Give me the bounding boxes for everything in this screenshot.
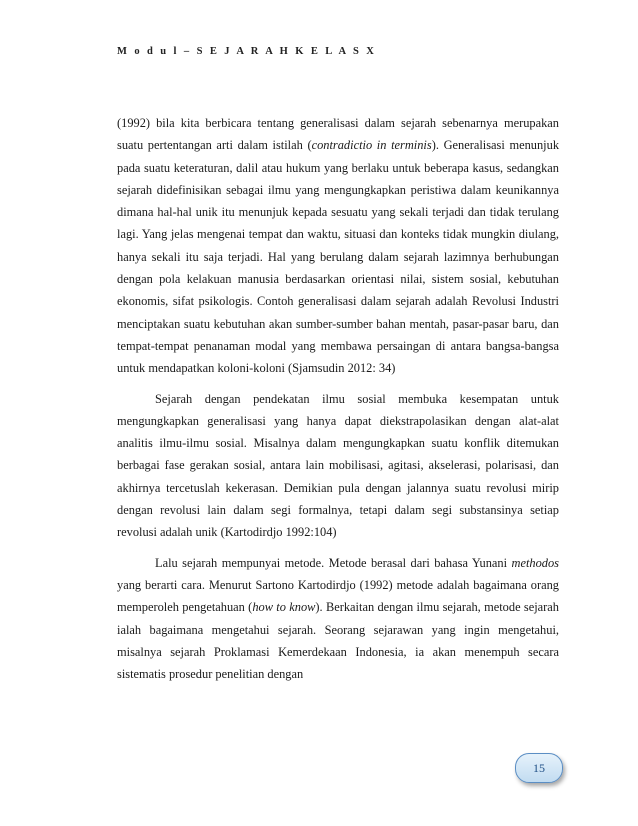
paragraph-3-text-1: Lalu sejarah mempunyai metode. Metode berasal dari bahasa Yunani — [155, 555, 512, 570]
paragraph-2 — [117, 388, 559, 544]
paragraph-3 — [117, 552, 559, 686]
paragraph-3-italic-term-2: how to know — [252, 600, 316, 615]
paragraph-1-text-2: ). Generalisasi menunjuk pada suatu keteraturan, dalil atau hukum yang berlaku untuk beberapa kasus, sedangkan sejarah didefinisikan sebagai ilmu yang mengungkapkan peristiwa dalam keunikannya dimana hal-hal unik itu menunjuk kepada sesuatu yang sekali terjadi dan tidak terulang lagi. Yang jelas mengenai tempat dan waktu, situasi dan konteks tidak mungkin diulang, hanya sekali itu saja terjadi. Hal yang berulang dalam sejarah lazimnya berhubungan dengan pola kelakuan manusia berdasarkan orientasi nilai, sistem sosial, kebutuhan ekonomis, sifat psikologis. Contoh generalisasi dalam sejarah adalah Revolusi Industri menciptakan suatu kebutuhan akan sumber-sumber bahan mentah, pasar-pasar baru, dan tempat-tempat penanaman modal yang membawa persaingan di antara bangsa-bangsa untuk mendapatkan koloni-koloni (Sjamsudin 2012: 34) — [117, 138, 560, 376]
paragraph-1-text-1: (1992) bila kita berbicara tentang generalisasi dalam sejarah sebenarnya merupakan suatu pertentangan arti dalam istilah ( — [117, 116, 559, 153]
paragraph-2-text: Sejarah dengan pendekatan ilmu sosial membuka kesempatan untuk mengungkapkan generalisasi yang hanya dapat diekstrapolasikan dengan alat-alat analitis ilmu-ilmu sosial. Misalnya dalam mengungkapkan suatu konflik ditemukan berbagai fase gerakan sosial, antara lain mobilisasi, agitasi, akselerasi, polarisasi, dan akhirnya tercetuslah kekerasan. Demikian pula dengan jalannya suatu revolusi mirip dengan revolusi lain dalam segi formalnya, tetapi dalam segi substansinya setiap revolusi adalah unik (Kartodirdjo 1992:104) — [117, 391, 559, 540]
paragraph-3-italic-term-1: methodos — [511, 555, 559, 570]
header-module-title: S E J A R A H K E L A S X — [196, 46, 377, 57]
page-number-badge — [515, 753, 563, 783]
paragraph-3-text-2: yang berarti cara. Menurut Sartono Kartodirdjo (1992) metode adalah bagaimana orang memperoleh pengetahuan ( — [117, 577, 559, 615]
header-module-prefix: M o d u l – — [117, 46, 192, 57]
paragraph-1 — [117, 112, 559, 380]
body-text — [117, 112, 559, 685]
page-number: 15 — [533, 760, 545, 775]
running-header — [117, 46, 376, 57]
paragraph-1-italic-term: contradictio in terminis — [311, 138, 432, 153]
paragraph-3-text-3: ). Berkaitan dengan ilmu sejarah, metode sejarah ialah bagaimana mengetahui sejarah. Seorang sejarawan yang ingin mengetahui, misalnya sejarah Proklamasi Kemerdekaan Indonesia, ia akan menempuh secara sistematis prosedur penelitian dengan — [117, 600, 559, 682]
